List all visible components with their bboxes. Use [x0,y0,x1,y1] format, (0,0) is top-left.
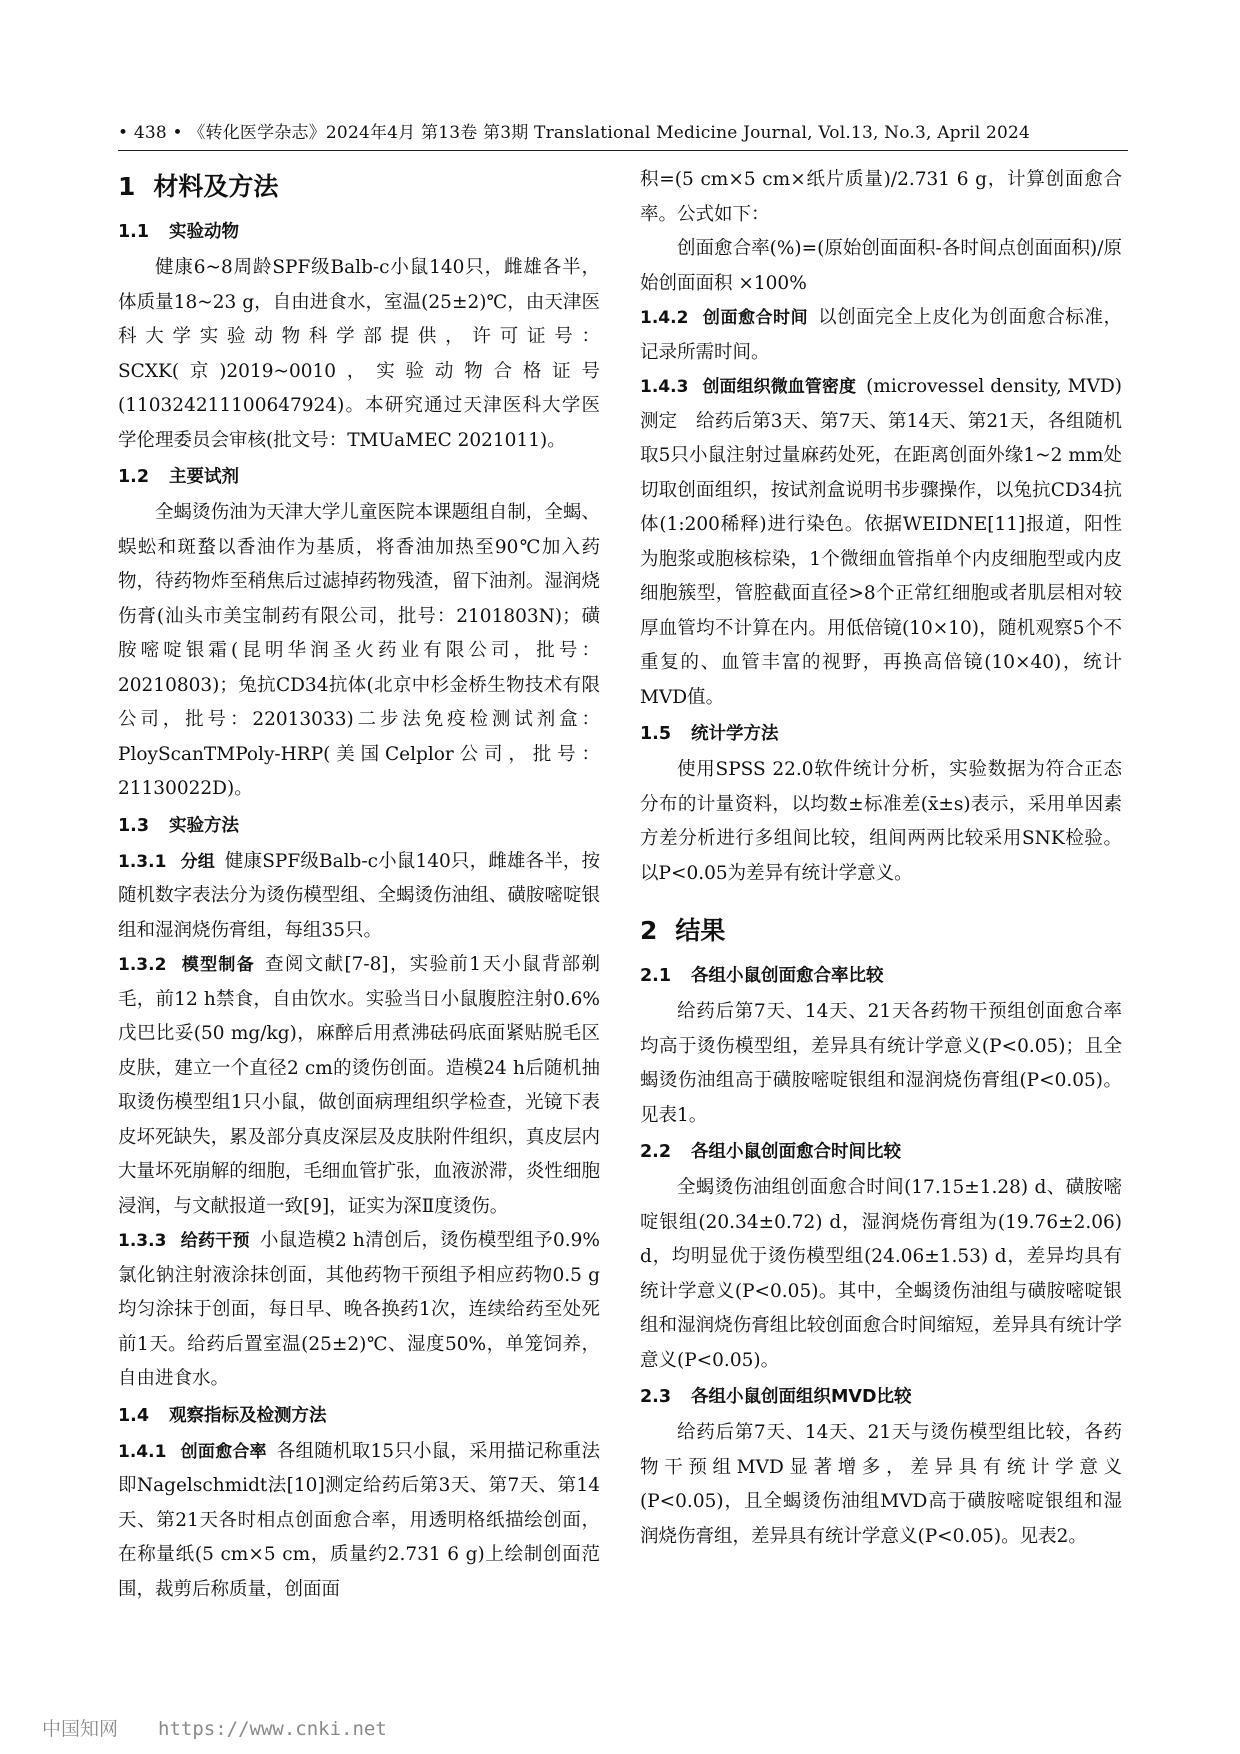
subsection-title: 主要试剂 [169,467,240,487]
subsection-heading-2-1 [640,963,1122,989]
subsubsection-heading: 1.4.2 创面愈合时间 [640,308,809,328]
subsection-title: 各组小鼠创面组织MVD比较 [691,1387,912,1407]
paragraph-model [118,948,600,1224]
paragraph-text: 小鼠造模2 h清创后，烫伤模型组予0.9%氯化钠注射液涂抹创面，其他药物干预组予相应药物0.5 g均匀涂抹于创面，每日早、晚各换药1次，连续给药至处死前1天。给药后置室温(25±2)℃、湿度50%，单笼饲养，自由进食水。 [118,1230,600,1389]
watermark-footer [42,1714,642,1742]
subsection-heading-1-4 [118,1403,600,1429]
subsection-heading-1-1 [118,219,600,245]
paragraph-continued: 积=(5 cm×5 cm×纸片质量)/2.731 6 g，计算创面愈合率。公式如下： [640,169,1122,225]
subsection-title: 实验动物 [169,222,240,242]
subsubsection-heading: 1.3.2 模型制备 [118,955,256,975]
subsection-number: 1.4 [118,1405,150,1426]
subsection-title: 各组小鼠创面愈合率比较 [691,966,884,986]
subsection-number: 2.3 [640,1387,672,1407]
section-heading-1 [118,167,600,203]
paragraph-grouping [118,845,600,949]
right-column [640,163,1122,1554]
subsubsection-heading: 1.4.3 创面组织微血管密度 [640,377,857,397]
subsection-heading-1-5 [640,721,1122,747]
subsection-heading-2-3 [640,1384,1122,1410]
cnki-logo: 中国知网 [42,1718,119,1740]
subsection-title: 各组小鼠创面愈合时间比较 [691,1142,902,1162]
subsubsection-heading: 1.4.1 创面愈合率 [118,1441,267,1462]
paragraph-text: 各组随机取15只小鼠，采用描记称重法即Nagelschmidt法[10]测定给药后第3天、第7天、第14天、第21天各时相点创面愈合率，用透明格纸描绘创面，在称量纸(5 cm×5 cm，质量约2.731 6 g)上绘制创面范围，裁剪后称质量，创面面 [118,1440,601,1600]
paragraph-healing-time [640,301,1122,370]
header-rule [118,150,1128,151]
section-title: 材料及方法 [153,172,279,201]
subsubsection-title-tail: (microvessel density, MVD)测定 [640,376,1123,432]
subsubsection-heading: 1.3.1 分组 [118,851,215,872]
subsubsection-heading: 1.3.3 给药干预 [118,1231,250,1251]
formula: 创面愈合率(%)=(原始创面面积-各时间点创面面积)/原始创面面积 ×100% [640,238,1122,294]
section-heading-2 [640,911,1122,947]
running-header: • 438 • 《转化医学杂志》2024年4月 第13卷 第3期 Translational Medicine Journal, Vol.13, No.3, April 2024 [118,123,1031,143]
paragraph-result-healing-time: 全蝎烫伤油组创面愈合时间(17.15±1.28) d、磺胺嘧啶银组(20.34±0.72) d，湿润烧伤膏组为(19.76±2.06) d，均明显优于烫伤模型组(24.06±1.53) d，差异均具有统计学意义(P<0.05)。其中，全蝎烫伤油组与磺胺嘧啶银组和湿润烧伤膏组比较创面愈合时间缩短，差异具有统计学意义(P<0.05)。 [640,1177,1122,1371]
left-column [118,163,600,1607]
subsection-title: 统计学方法 [691,724,779,744]
paragraph-result-mvd: 给药后第7天、14天、21天与烫伤模型组比较，各药物干预组MVD显著增多，差异具有统计学意义(P<0.05)，且全蝎烫伤油组MVD高于磺胺嘧啶银组和湿润烧伤膏组，差异具有统计学意义(P<0.05)。见表2。 [640,1422,1122,1547]
paragraph-animals: 健康6~8周龄SPF级Balb-c小鼠140只，雌雄各半，体质量18~23 g，自由进食水，室温(25±2)℃，由天津医科大学实验动物科学部提供，许可证号：SCXK(京)2019~0010，实验动物合格证号(110324211100647924)。本研究通过天津医科大学医学伦理委员会审核(批文号：TMUaMEC 2021011)。 [118,257,600,451]
paragraph-reagents: 全蝎烫伤油为天津大学儿童医院本课题组自制，全蝎、蜈蚣和斑蝥以香油作为基质，将香油加热至90℃加入药物，待药物炸至稍焦后过滤掉药物残渣，留下油剂。湿润烧伤膏(汕头市美宝制药有限公司，批号：2101803N)；磺胺嘧啶银霜(昆明华润圣火药业有限公司，批号：20210803)；兔抗CD34抗体(北京中杉金桥生物技术有限公司，批号：22013033)二步法免疫检测试剂盒：PloyScanTMPoly-HRP(美国Celplor公司，批号：21130022D)。 [118,502,600,799]
subsection-title: 实验方法 [169,815,240,836]
paragraph-text: 以创面完全上皮化为创面愈合标准，记录所需时间。 [640,307,1122,363]
paragraph-text: 健康SPF级Balb-c小鼠140只，雌雄各半，按随机数字表法分为烫伤模型组、全蝎烫伤油组、磺胺嘧啶银组和湿润烧伤膏组，每组35只。 [118,850,601,941]
subsection-heading-2-2 [640,1139,1122,1165]
subsection-number: 1.1 [118,222,150,242]
section-title: 结果 [675,916,726,945]
subsection-number: 1.3 [118,815,150,836]
subsection-title: 观察指标及检测方法 [169,1405,327,1426]
subsection-heading-1-2 [118,464,600,490]
section-number: 2 [640,916,658,945]
paragraph-result-healing-rate: 给药后第7天、14天、21天各药物干预组创面愈合率均高于烫伤模型组，差异具有统计学意义(P<0.05)；且全蝎烫伤油组高于磺胺嘧啶银组和湿润烧伤膏组(P<0.05)。见表1。 [640,1001,1122,1126]
subsection-number: 1.2 [118,467,150,487]
cnki-url: https://www.cnki.net [158,1718,387,1740]
paragraph-text: 查阅文献[7-8]，实验前1天小鼠背部剃毛，前12 h禁食，自由饮水。实验当日小鼠腹腔注射0.6%戊巴比妥(50 mg/kg)，麻醉后用煮沸砝码底面紧贴脱毛区皮肤，建立一个直径2 cm的烫伤创面。造模24 h后随机抽取烫伤模型组1只小鼠，做创面病理组织学检查，光镜下表皮坏死缺失，累及部分真皮深层及皮肤附件组织，真皮层内大量坏死崩解的细胞，毛细血管扩张，血液淤滞，炎性细胞浸润，与文献报道一致[9]，证实为深Ⅱ度烫伤。 [118,954,601,1217]
subsection-number: 2.2 [640,1142,672,1162]
subsection-heading-1-3 [118,813,600,839]
section-number: 1 [118,172,136,201]
subsection-number: 1.5 [640,724,672,744]
paragraph-healing-rate [118,1435,600,1608]
paragraph-mvd [640,370,1122,715]
paragraph-text: 给药后第3天、第7天、第14天、第21天，各组随机取5只小鼠注射过量麻药处死，在距离创面外缘1~2 mm处切取创面组织，按试剂盒说明书步骤操作，以兔抗CD34抗体(1:200稀释)进行染色。依据WEIDNE[11]报道，阳性为胞浆或胞核棕染，1个微细血管指单个内皮细胞型或内皮细胞簇型，管腔截面直径>8个正常红细胞或者肌层相对较厚血管均不计算在内。用低倍镜(10×10)，随机观察5个不重复的、血管丰富的视野，再换高倍镜(10×40)，统计MVD值。 [640,410,1122,708]
paragraph-statistics: 使用SPSS 22.0软件统计分析，实验数据为符合正态分布的计量资料，以均数±标准差(x̄±s)表示，采用单因素方差分析进行多组间比较，组间两两比较采用SNK检验。以P<0.05为差异有统计学意义。 [640,759,1122,884]
subsection-number: 2.1 [640,966,672,986]
paragraph-intervention [118,1224,600,1397]
